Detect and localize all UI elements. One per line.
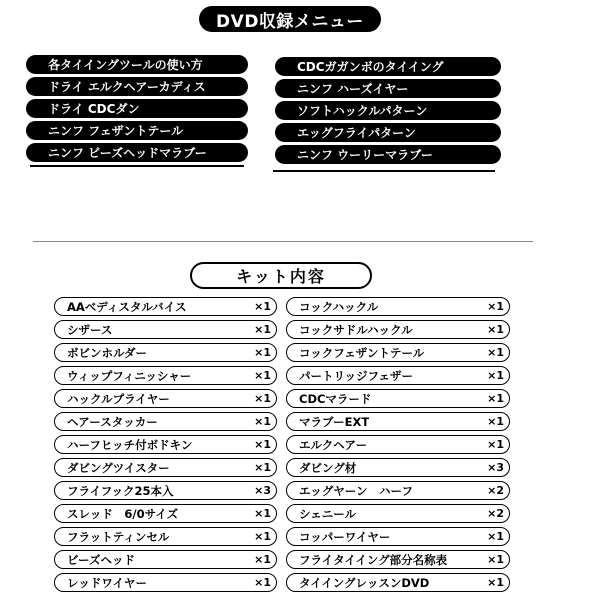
dvd-menu-right-column <box>275 57 501 164</box>
kit-item-name: フライタイイング部分名称表 <box>299 552 448 567</box>
kit-item-qty: ×1 <box>487 438 504 451</box>
section-divider <box>33 241 533 242</box>
kit-item-qty: ×1 <box>254 300 271 313</box>
kit-item-qty: ×1 <box>254 576 271 589</box>
kit-item <box>286 527 510 546</box>
kit-item-name: フライフック25本入 <box>67 483 174 498</box>
kit-item <box>286 504 510 523</box>
dvd-menu-item: エッグフライパターン <box>275 123 501 142</box>
dvd-menu-item: ソフトハックルパターン <box>275 101 501 120</box>
kit-item-qty: ×2 <box>487 507 504 520</box>
kit-item-qty: ×1 <box>487 553 504 566</box>
kit-item-qty: ×1 <box>254 415 271 428</box>
dvd-menu-item: ニンフ ビーズヘッドマラブー <box>26 143 248 162</box>
dvd-menu-item: ドライ CDCダン <box>26 99 248 118</box>
menu-underline <box>273 170 495 172</box>
kit-item <box>54 320 277 339</box>
kit-item <box>54 504 277 523</box>
kit-item <box>286 458 510 477</box>
kit-item-name: ボビンホルダー <box>67 345 148 360</box>
kit-item-name: マラブーEXT <box>299 414 370 429</box>
kit-item-name: レッドワイヤー <box>67 575 148 590</box>
kit-right-column <box>286 297 510 592</box>
kit-item <box>54 550 277 569</box>
kit-item-qty: ×1 <box>254 392 271 405</box>
kit-item-name: ハックルプライヤー <box>67 391 170 406</box>
kit-item-qty: ×1 <box>487 576 504 589</box>
dvd-menu-item: ニンフ ハーズイヤー <box>275 79 501 98</box>
kit-item <box>286 366 510 385</box>
kit-item-name: シェニール <box>299 506 357 521</box>
kit-item-qty: ×1 <box>487 392 504 405</box>
kit-item-name: ダビング材 <box>299 460 357 475</box>
kit-item <box>286 573 510 592</box>
kit-item-name: エルクヘアー <box>299 437 368 452</box>
kit-item-name: ビーズヘッド <box>67 552 135 567</box>
kit-item-name: スレッド 6/0サイズ <box>67 506 179 521</box>
kit-item <box>286 297 510 316</box>
kit-item <box>286 481 510 500</box>
kit-item-qty: ×1 <box>487 300 504 313</box>
kit-item <box>54 527 277 546</box>
dvd-menu-left-column <box>26 55 248 162</box>
dvd-menu-item: ニンフ フェザントテール <box>26 121 248 140</box>
kit-item <box>54 389 277 408</box>
kit-contents-title: キット内容 <box>190 262 372 289</box>
kit-item <box>286 389 510 408</box>
kit-item-qty: ×3 <box>254 484 271 497</box>
kit-item-name: タイイングレッスンDVD <box>299 575 430 590</box>
dvd-menu-item: ドライ エルクヘアーカディス <box>26 77 248 96</box>
dvd-menu-title: DVD収録メニュー <box>199 6 381 32</box>
kit-item-name: コックサドルハックル <box>299 322 413 337</box>
kit-item-name: ヘアースタッカー <box>67 414 158 429</box>
kit-item-qty: ×1 <box>487 323 504 336</box>
kit-item-name: CDCマラード <box>299 391 372 406</box>
kit-item <box>54 435 277 454</box>
kit-item <box>286 343 510 362</box>
kit-item-qty: ×1 <box>254 507 271 520</box>
kit-item <box>54 458 277 477</box>
kit-item <box>54 366 277 385</box>
kit-item-qty: ×1 <box>487 346 504 359</box>
kit-item-qty: ×2 <box>487 484 504 497</box>
kit-item-qty: ×1 <box>254 530 271 543</box>
kit-item-name: ウィップフィニッシャー <box>67 368 192 383</box>
kit-item-name: AAベディスタルバイス <box>67 299 187 314</box>
kit-item-qty: ×1 <box>254 553 271 566</box>
dvd-menu-item: 各タイイングツールの使い方 <box>26 55 248 74</box>
kit-item-name: ハーフヒッチ付ボドキン <box>67 437 193 452</box>
menu-underline <box>30 165 244 167</box>
kit-item-qty: ×1 <box>254 461 271 474</box>
kit-item-name: ダビングツイスター <box>67 460 170 475</box>
kit-item-name: コッパーワイヤー <box>299 529 391 544</box>
kit-item-qty: ×3 <box>487 461 504 474</box>
kit-item-qty: ×1 <box>254 346 271 359</box>
kit-item <box>54 573 277 592</box>
kit-item-name: コックハックル <box>299 299 379 314</box>
kit-item <box>286 412 510 431</box>
kit-item-qty: ×1 <box>487 415 504 428</box>
dvd-menu-item: ニンフ ウーリーマラブー <box>275 145 501 164</box>
kit-left-column <box>54 297 277 592</box>
kit-item <box>286 320 510 339</box>
kit-item <box>54 343 277 362</box>
kit-item-name: エッグヤーン ハーフ <box>299 483 413 498</box>
kit-item-qty: ×1 <box>254 369 271 382</box>
kit-item-qty: ×1 <box>254 323 271 336</box>
kit-item-name: パートリッジフェザー <box>299 368 413 383</box>
dvd-menu-item: CDCガガンボのタイイング <box>275 57 501 76</box>
kit-item <box>54 481 277 500</box>
kit-item-name: シザース <box>67 322 113 337</box>
kit-item <box>54 297 277 316</box>
kit-item-qty: ×1 <box>487 369 504 382</box>
kit-item-name: コックフェザントテール <box>299 345 425 360</box>
kit-item-name: フラットティンセル <box>67 529 170 544</box>
kit-item-qty: ×1 <box>487 530 504 543</box>
kit-item-qty: ×1 <box>254 438 271 451</box>
kit-item <box>54 412 277 431</box>
kit-item <box>286 550 510 569</box>
kit-item <box>286 435 510 454</box>
